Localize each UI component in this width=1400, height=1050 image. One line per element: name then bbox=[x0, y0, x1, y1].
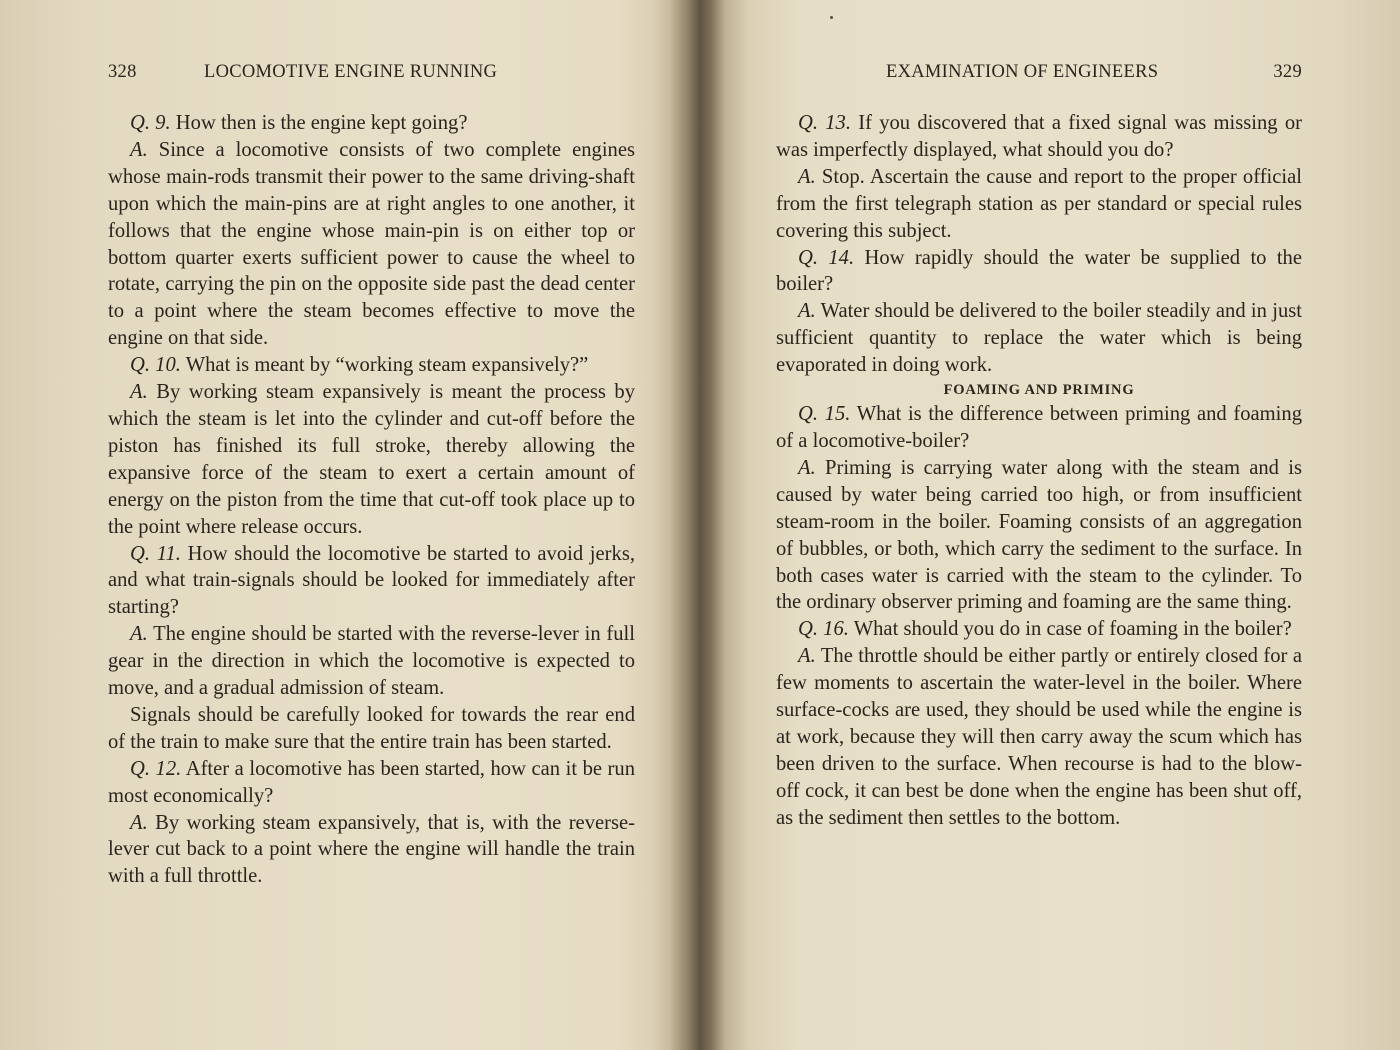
answer-label: A. bbox=[798, 645, 816, 668]
paragraph bbox=[108, 352, 635, 379]
paragraph bbox=[108, 702, 635, 756]
paragraph bbox=[776, 401, 1302, 455]
left-running-head bbox=[108, 62, 635, 88]
question-label: Q. 10. bbox=[130, 354, 181, 377]
paragraph bbox=[108, 379, 635, 540]
question-label: Q. 9. bbox=[130, 112, 171, 134]
paragraph-text: By working steam expansively, that is, with the reverse-lever cut back to a point where the engine will handle the train with a full throttle. bbox=[108, 811, 635, 888]
paragraph bbox=[108, 621, 635, 702]
paragraph-text: How rapidly should the water be supplied to the boiler? bbox=[776, 246, 1302, 296]
paragraph-text: Since a locomotive consists of two complete engines whose main-rods transmit their power to the same driving-shaft upon which the main-pins are at right angles to one another, it follows that the engine whose main-pin is on either top or bottom quarter exerts sufficient power to cause the wheel to rotate, carrying the pin on the opposite side past the dead center to a point where the steam becomes effective to move the engine on that side. bbox=[108, 138, 635, 350]
paragraph-text: Stop. Ascertain the cause and report to the proper official from the first telegraph station as per standard or special rules covering this subject. bbox=[776, 165, 1302, 242]
paragraph-text: What is meant by “working steam expansively?” bbox=[180, 354, 589, 377]
right-running-title: EXAMINATION OF ENGINEERS bbox=[886, 62, 1159, 82]
paragraph bbox=[776, 110, 1302, 164]
paragraph-text: The throttle should be either partly or entirely closed for a few moments to ascertain the water-level in the boiler. Where surface-cocks are used, they should be used while the engine is at work, because they will then carry away the scum which has been driven to the surface. When recourse is had to the blow-off cock, it can best be done when the engine has been shut off, as the sediment then settles to the bottom. bbox=[776, 645, 1302, 829]
paragraph-text: Signals should be carefully looked for towards the rear end of the train to make sure that the entire train has been started. bbox=[108, 703, 635, 753]
paragraph-text: What should you do in case of foaming in the boiler? bbox=[848, 618, 1292, 641]
paragraph-text: The engine should be started with the reverse-lever in full gear in the direction in which the locomotive is expected to move, and a gradual admission of steam. bbox=[108, 623, 635, 700]
question-label: Q. 12. bbox=[130, 757, 182, 780]
right-page-number: 329 bbox=[1273, 62, 1302, 82]
paragraph bbox=[108, 110, 635, 137]
answer-label: A. bbox=[798, 456, 816, 479]
paragraph bbox=[776, 616, 1302, 643]
paragraph-text: What is the difference between priming and foaming of a locomotive-boiler? bbox=[776, 403, 1302, 452]
question-label: Q. 16. bbox=[798, 618, 849, 641]
paragraph-text: By working steam expansively is meant the process by which the steam is let into the cylinder and cut-off before the piston has finished its full stroke, thereby allowing the expansive force of the steam to exert a certain amount of energy on the piston from the time that cut-off took place up to the point where release occurs. bbox=[108, 381, 635, 538]
left-page-number: 328 bbox=[108, 62, 137, 82]
paragraph bbox=[776, 455, 1302, 616]
section-heading: FOAMING AND PRIMING bbox=[943, 382, 1135, 399]
paragraph-text: After a locomotive has been started, how can it be run most economically? bbox=[108, 757, 635, 807]
paragraph bbox=[108, 810, 635, 891]
paragraph bbox=[776, 245, 1302, 299]
paragraph-text: How then is the engine kept going? bbox=[170, 112, 468, 134]
question-label: Q. 14. bbox=[798, 246, 855, 269]
question-label: Q. 15. bbox=[798, 403, 851, 426]
answer-label: A. bbox=[130, 623, 148, 646]
paragraph-text: Water should be delivered to the boiler steadily and in just sufficient quantity to replace the water which is being evaporated in doing work. bbox=[776, 300, 1302, 377]
paragraph-text: Priming is carrying water along with the steam and is caused by water being carried too high, or from insufficient steam-room in the boiler. Foaming consists of an aggregation of bubbles, or both, which carry the sediment to the surface. In both cases water is carried with the steam to the cylinder. To the ordinary observer priming and foaming are the same thing. bbox=[776, 456, 1302, 614]
question-label: Q. 13. bbox=[798, 112, 852, 134]
right-page bbox=[776, 0, 1302, 1050]
answer-label: A. bbox=[798, 300, 816, 323]
left-body-text bbox=[108, 110, 635, 890]
answer-label: A. bbox=[130, 138, 148, 161]
left-running-title: LOCOMOTIVE ENGINE RUNNING bbox=[204, 62, 498, 82]
paragraph-text: How should the locomotive be started to avoid jerks, and what train-signals should be looked for immediately after starting? bbox=[108, 542, 635, 619]
right-running-head bbox=[776, 62, 1302, 88]
right-body-text bbox=[776, 110, 1302, 832]
answer-label: A. bbox=[130, 381, 148, 404]
answer-label: A. bbox=[130, 811, 148, 834]
answer-label: A. bbox=[798, 165, 816, 188]
paragraph bbox=[108, 756, 635, 810]
paragraph bbox=[776, 643, 1302, 831]
paragraph bbox=[776, 298, 1302, 379]
paragraph bbox=[776, 164, 1302, 245]
paragraph bbox=[108, 541, 635, 622]
question-label: Q. 11. bbox=[130, 542, 181, 565]
paragraph-text: If you discovered that a fixed signal was missing or was imperfectly displayed, what should you do? bbox=[776, 112, 1302, 161]
left-page bbox=[108, 0, 635, 1050]
paragraph bbox=[108, 137, 635, 352]
